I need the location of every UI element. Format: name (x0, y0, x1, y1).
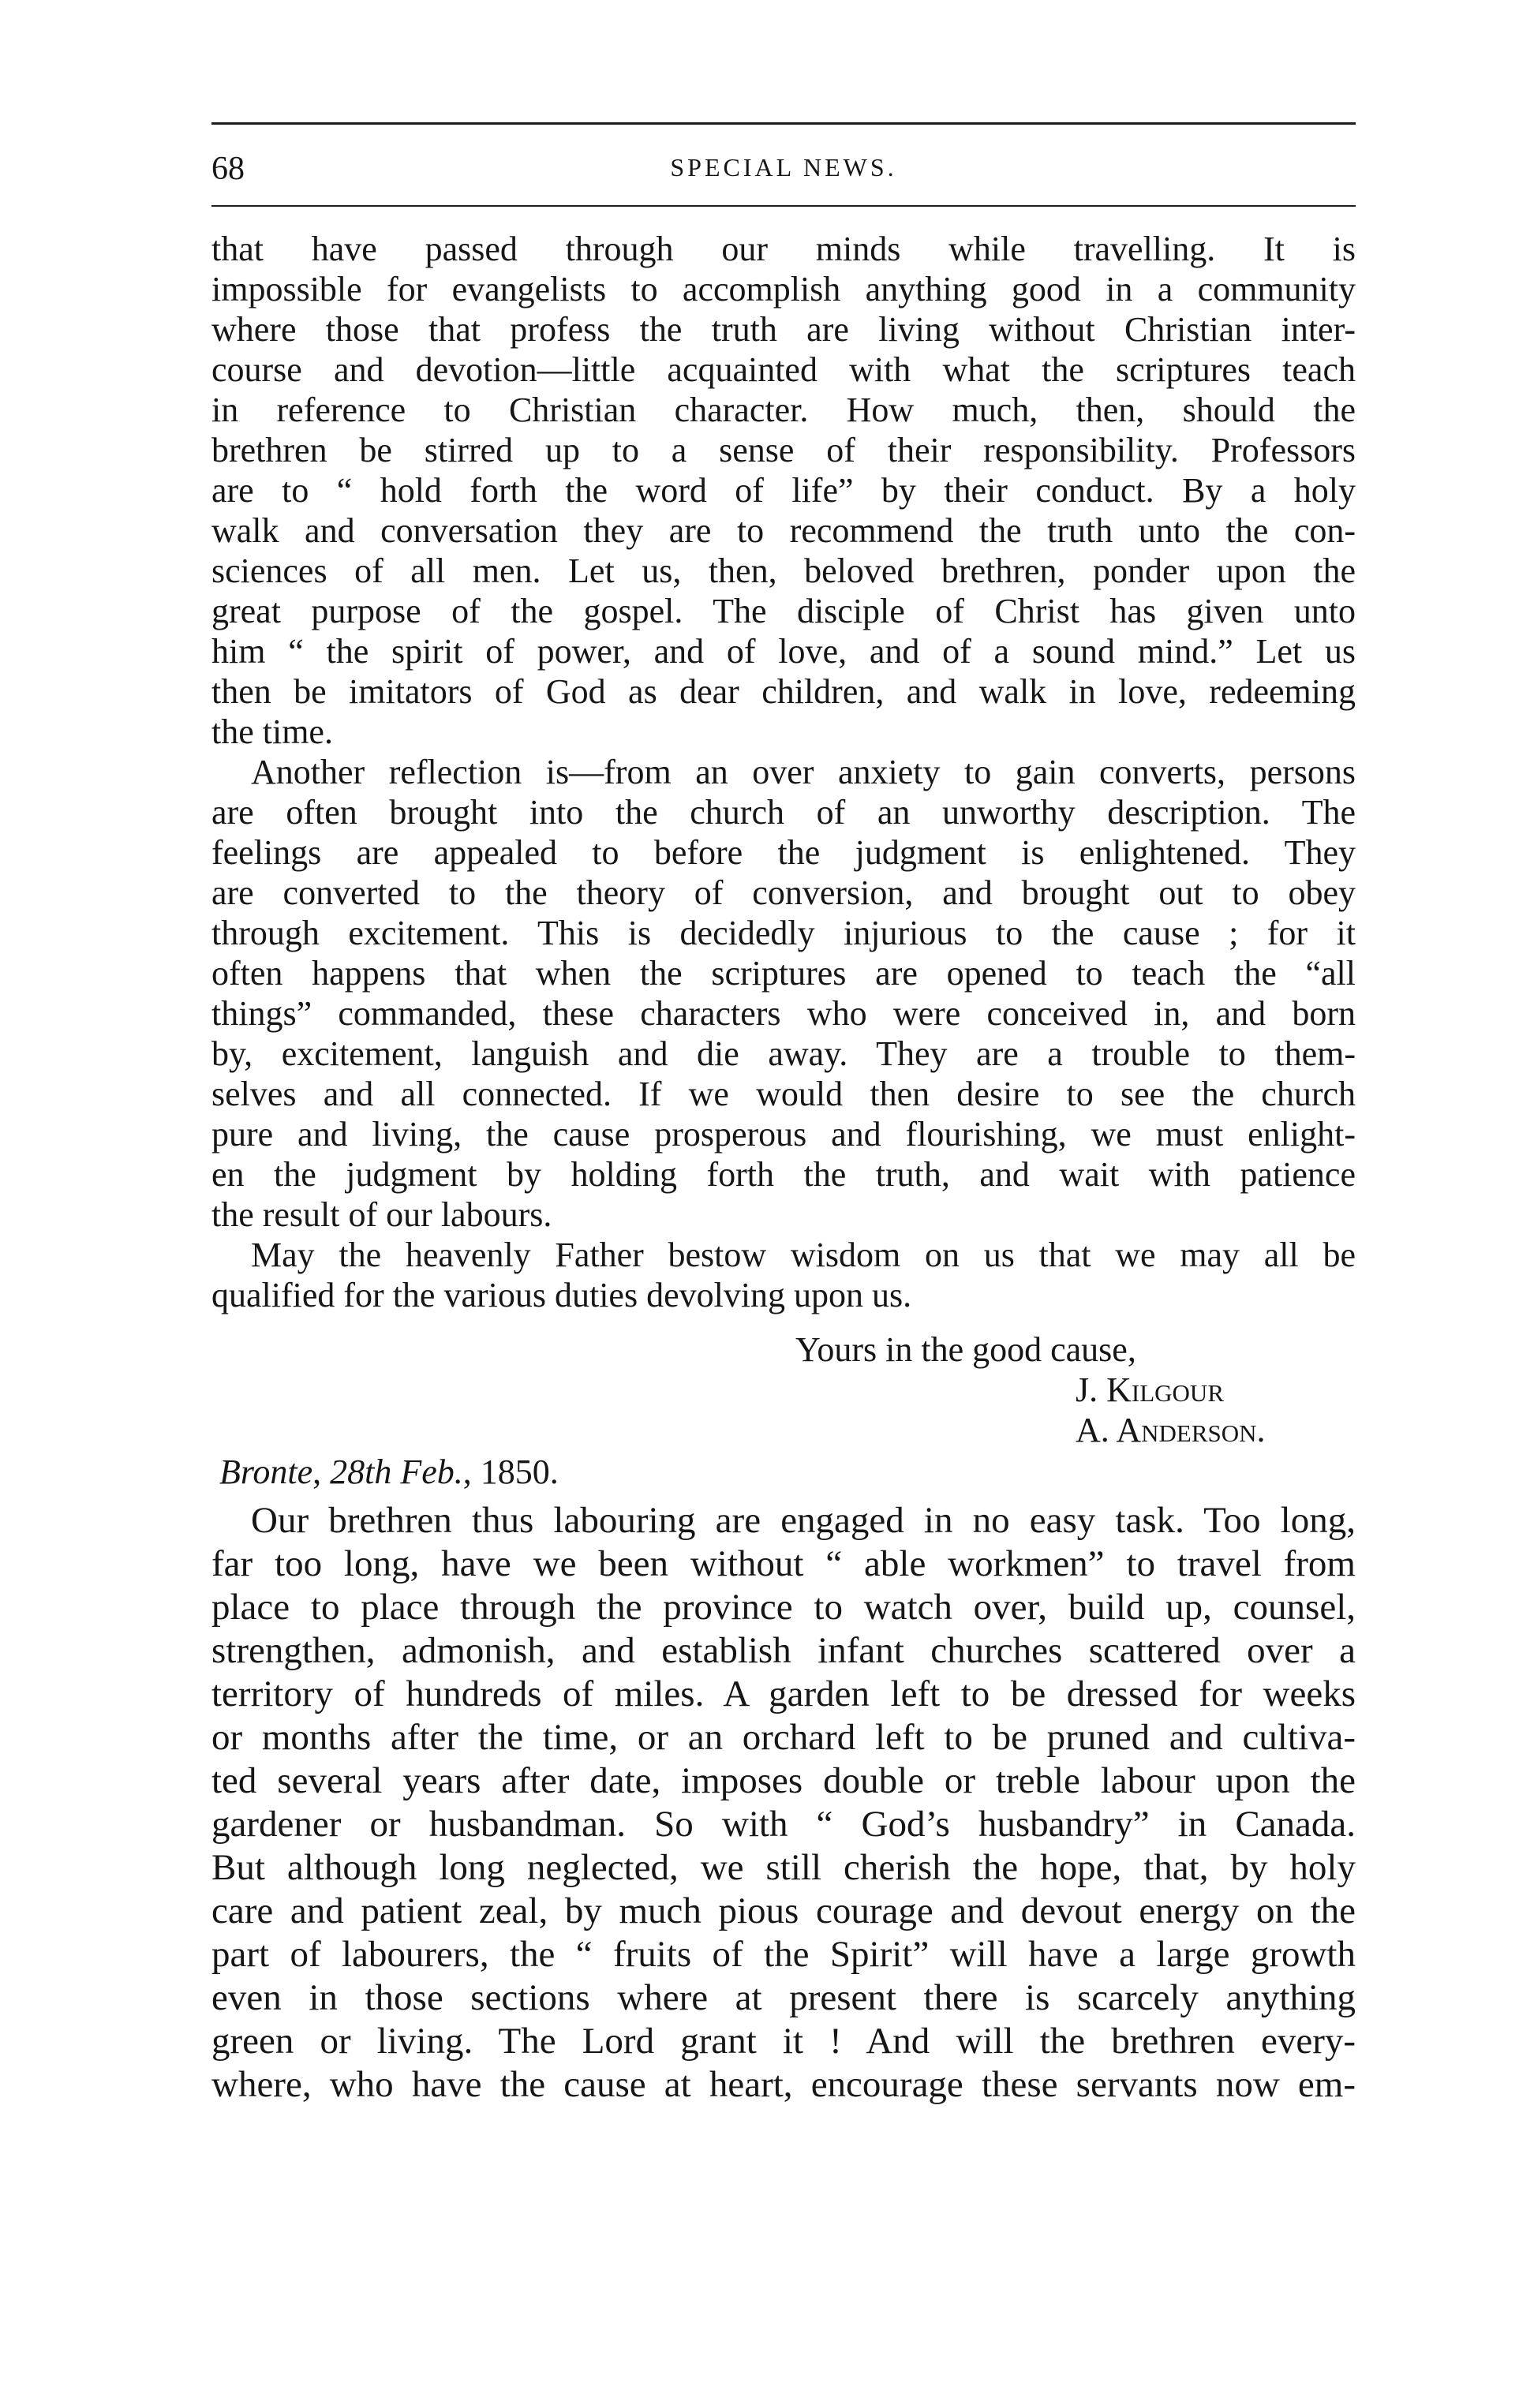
text-line: or months after the time, or an orchard left to be pruned and cultiva- (211, 1717, 1356, 1758)
text-line: strengthen, admonish, and establish infant churches scattered over a (211, 1630, 1356, 1671)
paragraph-1 (211, 229, 1356, 752)
text-line: where those that profess the truth are living without Christian inter- (211, 310, 1356, 349)
text-line: the time. (211, 712, 333, 751)
text-line: gardener or husbandman. So with “ God’s husbandry” in Canada. (211, 1804, 1356, 1845)
text-line: care and patient zeal, by much pious courage and devout energy on the (211, 1890, 1356, 1931)
text-line: territory of hundreds of miles. A garden left to be dressed for weeks (211, 1673, 1356, 1714)
text-line: Our brethren thus labouring are engaged in no easy task. Too long, (251, 1500, 1356, 1541)
signer-anderson: A. Anderson. (1076, 1411, 1266, 1449)
dateline-day: 28th (330, 1453, 392, 1491)
text-line: far too long, have we been without “ able workmen” to travel from (211, 1543, 1356, 1584)
text-line: walk and conversation they are to recommend the truth unto the con- (211, 511, 1356, 550)
running-head: SPECIAL NEWS. (670, 153, 897, 181)
signer-kilgour: J. Kilgour (1076, 1370, 1224, 1409)
text-line: are converted to the theory of conversion, and brought out to obey (211, 873, 1356, 912)
text-line: the result of our labours. (211, 1195, 552, 1234)
paragraph-3 (211, 1235, 1356, 1315)
text-line: are often brought into the church of an unworthy description. The (211, 793, 1356, 832)
text-line: en the judgment by holding forth the truth, and wait with patience (211, 1155, 1356, 1194)
text-line: things” commanded, these characters who were conceived in, and born (211, 994, 1356, 1033)
text-line: ted several years after date, imposes double or treble labour upon the (211, 1760, 1356, 1801)
letter-body (211, 229, 1356, 1315)
header-rule-top (211, 122, 1356, 125)
text-line: great purpose of the gospel. The disciple of Christ has given unto (211, 592, 1356, 630)
page-header (211, 150, 1356, 189)
text-line: pure and living, the cause prosperous and flourishing, we must enlight- (211, 1115, 1356, 1154)
text-line: then be imitators of God as dear children, and walk in love, redeeming (211, 672, 1356, 711)
paragraph-2 (211, 752, 1356, 1235)
text-line: place to place through the province to watch over, build up, counsel, (211, 1587, 1356, 1628)
header-rule-bottom (211, 205, 1356, 207)
text-line: May the heavenly Father bestow wisdom on us that we may all be (251, 1236, 1356, 1274)
text-line: feelings are appealed to before the judgment is enlightened. They (211, 833, 1356, 872)
text-line: part of labourers, the “ fruits of the Spirit” will have a large growth (211, 1934, 1356, 1975)
dateline: Bronte, 28th Feb., 1850. (219, 1453, 559, 1491)
editorial-comment (211, 1499, 1356, 2107)
dateline-month: Feb. (400, 1453, 463, 1491)
page-number: 68 (211, 151, 245, 187)
text-line: him “ the spirit of power, and of love, and of a sound mind.” Let us (211, 632, 1356, 671)
text-line: impossible for evangelists to accomplish anything good in a community (211, 270, 1356, 308)
closing-line: Yours in the good cause, (795, 1330, 1136, 1369)
text-line: even in those sections where at present there is scarcely anything (211, 1977, 1356, 2018)
text-line: through excitement. This is decidedly injurious to the cause ; for it (211, 914, 1356, 952)
text-line: in reference to Christian character. How much, then, should the (211, 391, 1356, 429)
dateline-place: Bronte (219, 1453, 313, 1491)
text-line: brethren be stirred up to a sense of their responsibility. Professors (211, 431, 1356, 469)
text-line: green or living. The Lord grant it ! And will the brethren every- (211, 2021, 1356, 2062)
text-line: qualified for the various duties devolving upon us. (211, 1276, 912, 1314)
text-line: often happens that when the scriptures are opened to teach the “all (211, 954, 1356, 993)
text-line: sciences of all men. Let us, then, beloved brethren, ponder upon the (211, 552, 1356, 590)
text-line: Another reflection is—from an over anxiety to gain converts, persons (251, 753, 1356, 791)
text-line: by, excitement, languish and die away. They are a trouble to them- (211, 1034, 1356, 1073)
text-line: selves and all connected. If we would then desire to see the church (211, 1075, 1356, 1113)
text-line: that have passed through our minds while travelling. It is (211, 230, 1356, 268)
text-line: are to “ hold forth the word of life” by their conduct. By a holy (211, 471, 1356, 510)
text-line: But although long neglected, we still cherish the hope, that, by holy (211, 1847, 1356, 1888)
text-line: course and devotion—little acquainted with what the scriptures teach (211, 350, 1356, 389)
text-line: where, who have the cause at heart, encourage these servants now em- (211, 2064, 1356, 2105)
dateline-year: 1850. (480, 1453, 559, 1491)
